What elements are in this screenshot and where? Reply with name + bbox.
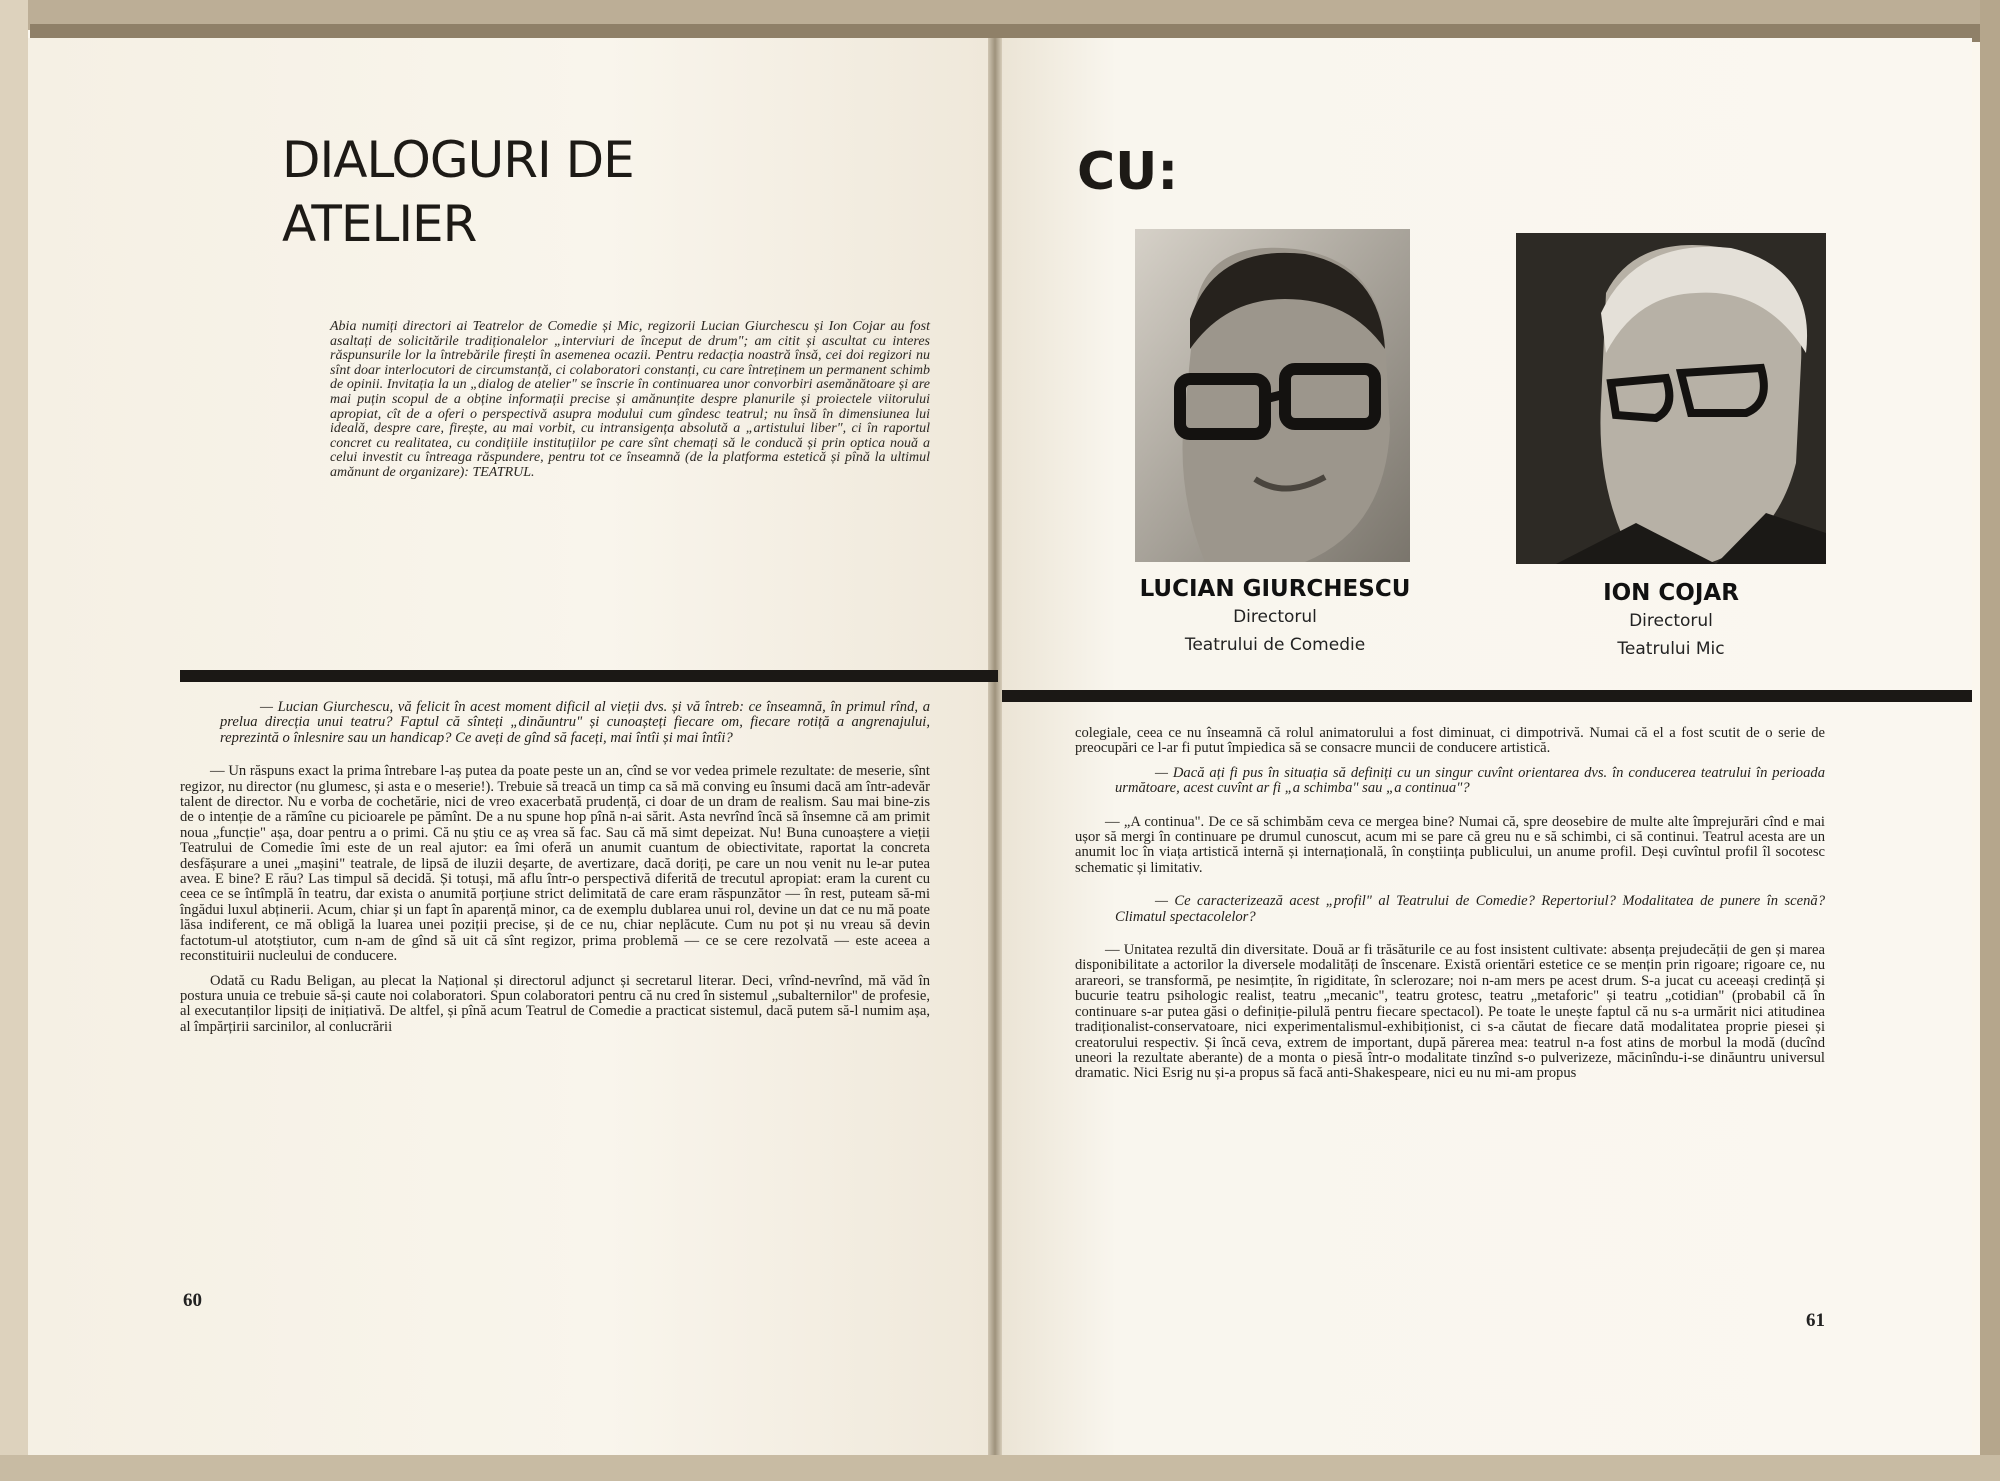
person-name: LUCIAN GIURCHESCU: [1139, 576, 1411, 602]
book-edge-bottom: [0, 1455, 2000, 1481]
article-intro: Abia numiți directori ai Teatrelor de Comedie și Mic, regizorii Lucian Giurchescu și Ion Cojar au fost asaltați de solicitările tradiționalelor „interviuri de început de drum"; am citit și ascultat cu interes răspunsurile lor la întrebările firești în asemenea ocazii. Pentru redacția noastră însă, cei doi regizori nu sînt doar interlocutori de circumstanță, ci colaboratori constanți, cu care întreținem un permanent schimb de opinii. Invitația la un „dialog de atelier" se înscrie în continuarea unor convorbiri asemănătoare și are mai puțin scopul de a obține informații precise și amănunțite despre planurile și proiectele viitorului apropiat, cît de a oferi o perspectivă asupra modului cum gîndesc teatrul; nu însă în dimensiunea lui ideală, despre care, firește, au mai vorbit, cu intransigența absolută a „artistului liber", ci în raportul concret cu realitatea, cu condițiile instituțiilor pe care sînt chemați să le conducă și prin optica nouă a celui investit cu întreaga răspundere, pentru tot ce înseamnă (de la platforma estetică și pînă la ultimul amănunt de organizare): TEATRUL.: [330, 319, 930, 480]
divider-rule-left: [180, 670, 998, 682]
interview-question: — Lucian Giurchescu, vă felicit în acest moment dificil al vieții dvs. și vă întreb: ce înseamnă, în primul rînd, a prelua direcția unui teatru? Faptul că sînteți „dinăuntru" și cunoașteți fiecare om, fiecare rotiță a angrenajului, reprezintă o înlesnire sau un handicap? Ce aveți de gînd să faceți, mai întîi și mai întîi?: [220, 699, 930, 746]
caption-cojar: [1506, 580, 1836, 662]
portrait-photo-giurchescu: [1135, 229, 1410, 562]
article-title: DIALOGURI DE ATELIER: [282, 131, 634, 253]
interview-answer-continued: Odată cu Radu Beligan, au plecat la Național și directorul adjunct și secretarul literar. Deci, vrînd-nevrînd, mă văd în postura unuia ce trebuie să-și caute noi colaboratori. Spun colaboratori pentru că nu cred în sistemul „subalternilor" de profesie, al executanților lipsiți de inițiativă. De altfel, și pînă acum Teatrul de Comedie a practicat sistemul, dacă putem să-l numim așa, al împărțirii sarcinilor, al conlucrării: [180, 972, 930, 1035]
person-theatre: Teatrului Mic: [1617, 639, 1725, 659]
page-number-right: 61: [1806, 1310, 1825, 1331]
article-title-continued: CU:: [1077, 142, 1179, 202]
interview-answer: — Un răspuns exact la prima întrebare l-aș putea da poate peste un an, cînd se vor vedea primele rezultate: de meserie, sînt regizor, nu director (nu glumesc, și asta e o meserie!). Trebuie să treacă un timp ca să mă conving eu însumi dacă am într-adevăr talent de director. Nu e vorba de cochetărie, nici de vreo exacerbată prudență, ci doar de un dram de realism. Sau mai bine-zis de o intenție de a rămîne cu picioarele pe pămînt. De a nu spune hop pînă n-ai sărit. Asta nevrînd încă să însemne că am primit noua „funcție" așa, doar pentru a o primi. Că nu știu ce aș vrea să fac. Sau că mă simt depeizat. Nu! Buna cunoaștere a vieții Teatrului de Comedie îmi este de un real ajutor: ea îmi oferă un anumit cuantum de obiectivitate, raportat la concreta desfășurare a unei „mașini" teatrale, de lipsă de iluzii deșarte, de avertizare, dacă doriți, pe care un nou venit nu le-ar putea avea. E bine? E rău? Las timpul să decidă. Și totuși, mă aflu într-o perspectivă diferită de trecutul apropiat: eram la curent cu ceea ce se întîmplă în teatru, dar exista o anumită porțiune strict delimitată de care eram răspunzător — în rest, puteam să-mi îngădui luxul abținerii. Acum, chiar și un fapt în aparență minor, ca de exemplu dublarea unui rol, devine un dat ce nu mă poate lăsa indiferent, ce mă obligă la luarea unei poziții precise, și de ce nu, chiar neplăcute. Cum nu pot și nu vreau să devin factotum-ul atotștiutor, cum n-am de gînd să uit că sînt regizor, prima problemă — ce se cere rezolvată — este aceea a reconstituirii nucleului de conducere.: [180, 763, 930, 965]
person-role: Directorul: [1629, 611, 1713, 631]
interview-question: — Ce caracterizează acest „profil" al Teatrului de Comedie? Repertoriul? Modalitatea de punere în scenă? Climatul spectacolelor?: [1115, 893, 1825, 925]
person-name: ION COJAR: [1603, 580, 1739, 606]
divider-rule-right: [1002, 690, 1972, 702]
interview-answer: — „A continua". De ce să schimbăm ceva ce mergea bine? Numai că, spre deosebire de multe alte împrejurări cînd e mai ușor să mergi în continuare pe drumul cunoscut, acum mi se pare că greu nu e să schimbi, ci să continui. Teatrul acesta are un anumit loc în viața artistică internă și internațională, în conștiința publicului, un anume profil. Deși cuvîntul profil îl socotesc schematic și limitativ.: [1075, 813, 1825, 876]
right-text-column: [1075, 726, 1825, 1091]
page-number-left: 60: [183, 1290, 202, 1311]
interview-question: — Dacă ați fi pus în situația să definiți cu un singur cuvînt orientarea dvs. în conducerea teatrului în perioada următoare, acest cuvînt ar fi „a schimba" sau „a continua"?: [1115, 764, 1825, 797]
portrait-photo-cojar: [1516, 233, 1826, 564]
book-gutter: [988, 38, 1002, 1455]
book-edge-left: [0, 0, 28, 1481]
person-theatre: Teatrului de Comedie: [1184, 635, 1366, 655]
left-text-column: [180, 700, 930, 1044]
caption-giurchescu: [1105, 576, 1445, 658]
interview-answer: — Unitatea rezultă din diversitate. Două ar fi trăsăturile ce au fost insistent cultivate: absența prejudecății de gen și marea disponibilitate a actorilor la diversele modalități de înscenare. Există orientări estetice ce se mențin prin rigoare; rigoare ce, nu arareori, se transformă, pe nesimțite, în rigiditate, în sclerozare; noi n-am mers pe acest drum. S-a jucat cu aceeași credință și bucurie teatru psihologic realist, teatru „mecanic", teatru grotesc, teatru „metaforic" și teatru „cotidian" (probabil că în continuare s-ar putea găsi o definiție-pilulă pentru fiecare spectacol). Pe toate le unește faptul că nu s-a urmărit nici atitudinea tradiționalist-conservatoare, nici experimentalismul-exhibiționist, ci s-a căutat de fiecare dată modalitatea proprie piesei și creatorului respectiv. Și încă ceva, extrem de important, după părerea mea: teatrul n-a fost atins de morbul la modă (ducînd uneori la rezultate aberante) de a monta o piesă într-o modalitate tinzînd s-o pulverizeze, măcinîndu-i-se dinăuntru universul dramatic. Nici Esrig nu și-a propus să facă anti-Shakespeare, nici eu nu mi-am propus: [1075, 942, 1825, 1082]
person-role: Directorul: [1233, 607, 1317, 627]
book-edge-right: [1980, 0, 2000, 1481]
interview-answer-continued: colegiale, ceea ce nu înseamnă că rolul animatorului a fost diminuat, ci dimpotrivă. Numai că el a fost scutit de o serie de preocupări ce l-ar fi putut împiedica să se consacre muncii de conducere artistică.: [1075, 725, 1825, 757]
